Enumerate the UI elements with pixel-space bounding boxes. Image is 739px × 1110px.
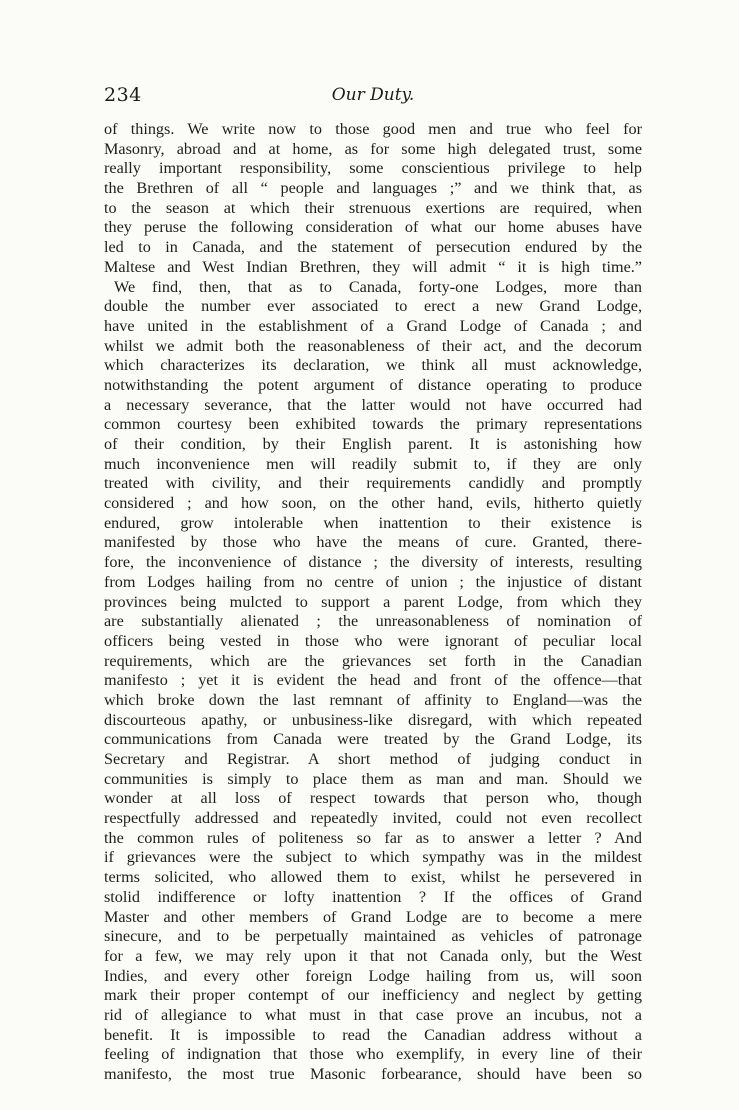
text-line: considered ; and how soon, on the other hand, evils, hitherto quietly [104, 494, 642, 513]
text-line: stolid indifference or lofty inattention ? If the offices of Grand [104, 887, 642, 906]
text-line: if grievances were the subject to which sympathy was in the mildest [104, 848, 642, 867]
text-line: double the number ever associated to erect a new Grand Lodge, [104, 297, 642, 316]
text-line: of things. We write now to those good men and true who feel for [104, 120, 642, 138]
text-line: mark their proper contempt of our inefficiency and neglect by getting [104, 986, 642, 1005]
text-line: discourteous apathy, or unbusiness-like disregard, with which repeated [104, 710, 642, 729]
text-line: Maltese and West Indian Brethren, they will admit “ it is high time.” [104, 257, 642, 276]
text-line: terms solicited, who allowed them to exist, whilst he persevered in [104, 868, 642, 887]
text-line: requirements, which are the grievances set forth in the Canadian [104, 651, 642, 670]
text-line: Secretary and Registrar. A short method of judging conduct in [104, 750, 642, 768]
text-line: provinces being mulcted to support a parent Lodge, from which they [104, 592, 642, 611]
text-line: led to in Canada, and the statement of persecution endured by the [104, 238, 642, 257]
text-line: which broke down the last remnant of affinity to England—was the [104, 690, 642, 709]
text-line: communities is simply to place them as man and man. Should we [104, 769, 642, 788]
text-line: manifested by those who have the means of cure. Granted, there- [104, 533, 642, 552]
text-line: which characterizes its declaration, we think all must acknowledge, [104, 356, 642, 375]
text-line: We find, then, that as to Canada, forty-one Lodges, more than [114, 277, 642, 296]
text-line: officers being vested in those who were ignorant of peculiar local [104, 631, 642, 650]
text-line: a necessary severance, that the latter would not have occurred had [104, 395, 642, 414]
text-line: of their condition, by their English parent. It is astonishing how [104, 435, 642, 453]
body-text [104, 120, 642, 1085]
page-number: 234 [104, 84, 142, 106]
text-line: Masonry, abroad and at home, as for some high delegated trust, some [104, 139, 642, 158]
text-line: to the season at which their strenuous exertions are required, when [104, 198, 642, 217]
text-line: respectfully addressed and repeatedly invited, could not even recollect [104, 809, 642, 828]
text-line: are substantially alienated ; the unreasonableness of nomination of [104, 612, 642, 631]
text-line: manifesto ; yet it is evident the head and front of the offence—that [104, 671, 642, 690]
running-title: Our Duty. [331, 85, 415, 105]
text-line: Master and other members of Grand Lodge are to become a mere [104, 907, 642, 926]
text-line: communications from Canada were treated by the Grand Lodge, its [104, 730, 642, 749]
page-header [104, 84, 642, 108]
text-line: much inconvenience men will readily submit to, if they are only [104, 454, 642, 473]
text-line: for a few, we may rely upon it that not Canada only, but the West [104, 946, 642, 965]
text-line: from Lodges hailing from no centre of union ; the injustice of distant [104, 572, 642, 591]
text-line: common courtesy been exhibited towards the primary representations [104, 415, 642, 434]
text-line: the common rules of politeness so far as to answer a letter ? And [104, 828, 642, 847]
text-line: notwithstanding the potent argument of distance operating to produce [104, 375, 642, 394]
text-line: the Brethren of all “ people and languages ;” and we think that, as [104, 179, 642, 198]
text-line: Indies, and every other foreign Lodge hailing from us, will soon [104, 966, 642, 985]
text-line: whilst we admit both the reasonableness of their act, and the decorum [104, 336, 642, 355]
text-line: feeling of indignation that those who exemplify, in every line of their [104, 1045, 642, 1064]
text-line: treated with civility, and their requirements candidly and promptly [104, 474, 642, 493]
text-line: sinecure, and to be perpetually maintained as vehicles of patronage [104, 927, 642, 946]
text-line: really important responsibility, some conscientious privilege to help [104, 159, 642, 178]
text-line: have united in the establishment of a Grand Lodge of Canada ; and [104, 316, 642, 335]
text-line: fore, the inconvenience of distance ; the diversity of interests, resulting [104, 553, 642, 572]
text-line: benefit. It is impossible to read the Canadian address without a [104, 1025, 642, 1044]
text-line: rid of allegiance to what must in that case prove an incubus, not a [104, 1005, 642, 1024]
text-line: manifesto, the most true Masonic forbearance, should have been so [104, 1065, 642, 1083]
text-line: wonder at all loss of respect towards that person who, though [104, 789, 642, 808]
text-line: endured, grow intolerable when inattention to their existence is [104, 513, 642, 532]
text-line: they peruse the following consideration of what our home abuses have [104, 218, 642, 237]
